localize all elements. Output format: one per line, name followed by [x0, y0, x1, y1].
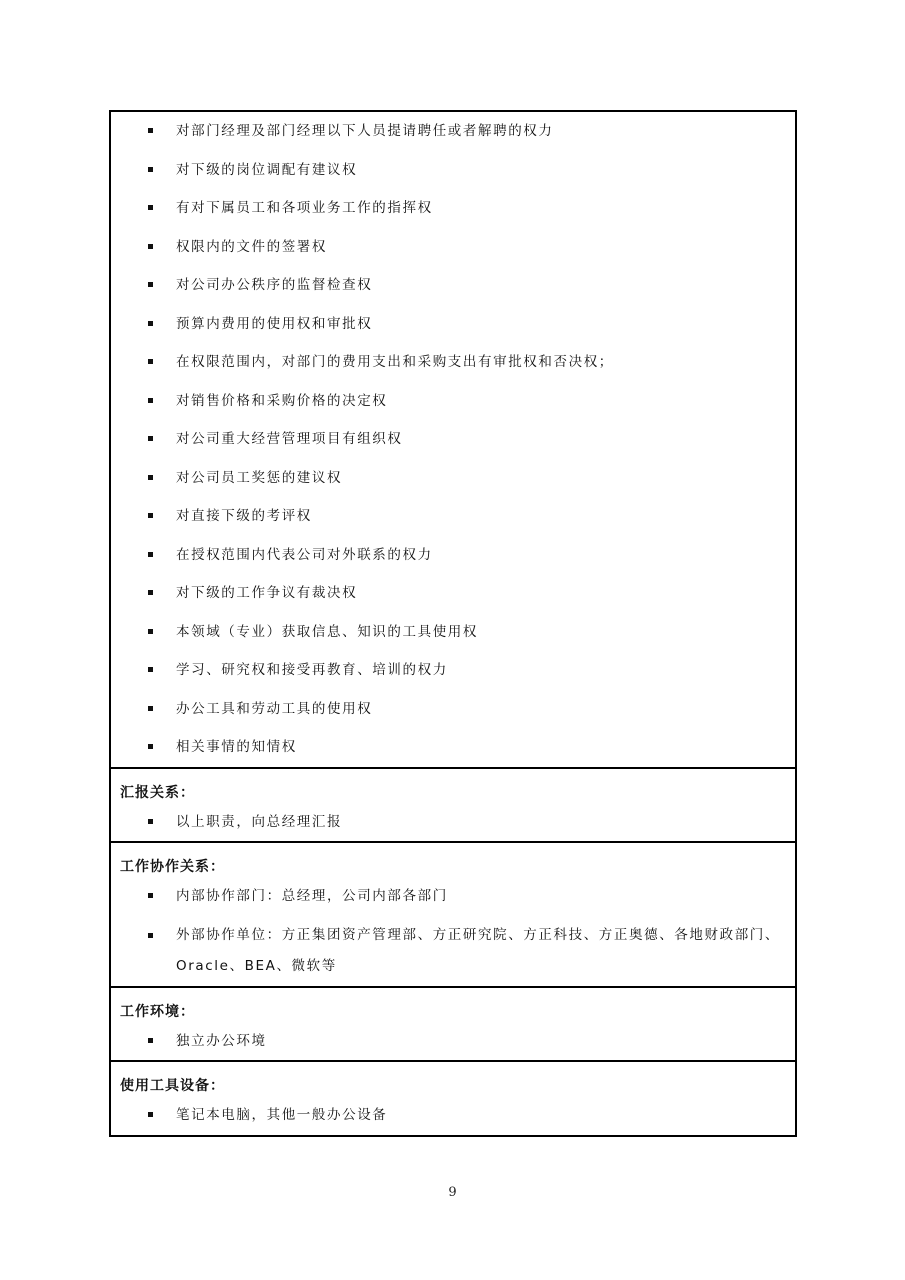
bullet-icon [148, 244, 153, 249]
authority-list [111, 112, 795, 767]
bullet-icon [148, 1038, 153, 1043]
list-item: 内部协作部门：总经理，公司内部各部门 [111, 877, 795, 916]
list-item: 以上职责，向总经理汇报 [111, 803, 795, 842]
list-item: 在授权范围内代表公司对外联系的权力 [111, 536, 795, 575]
list-item: 笔记本电脑，其他一般办公设备 [111, 1096, 795, 1135]
bullet-icon [148, 552, 153, 557]
bullet-icon [148, 933, 153, 938]
reporting-list [111, 803, 795, 842]
equipment-list [111, 1096, 795, 1135]
collaboration-section [111, 841, 795, 986]
job-description-table [109, 110, 797, 1137]
list-item: 相关事情的知情权 [111, 728, 795, 767]
list-item: 对公司办公秩序的监督检查权 [111, 266, 795, 305]
list-item: 独立办公环境 [111, 1022, 795, 1061]
collaboration-list [111, 877, 795, 986]
list-item: 学习、研究权和接受再教育、培训的权力 [111, 651, 795, 690]
list-item: 本领域（专业）获取信息、知识的工具使用权 [111, 613, 795, 652]
reporting-section [111, 767, 795, 842]
bullet-icon [148, 128, 153, 133]
bullet-icon [148, 893, 153, 898]
bullet-icon [148, 282, 153, 287]
bullet-icon [148, 436, 153, 441]
bullet-icon [148, 359, 153, 364]
environment-heading: 工作环境： [120, 1003, 195, 1020]
authority-section [111, 112, 795, 767]
collaboration-heading: 工作协作关系： [120, 859, 225, 875]
bullet-icon [148, 167, 153, 172]
list-item: 对下级的岗位调配有建议权 [111, 151, 795, 190]
list-item: 办公工具和劳动工具的使用权 [111, 690, 795, 729]
environment-section [111, 986, 795, 1061]
list-item: 对下级的工作争议有裁决权 [111, 574, 795, 613]
list-item: 外部协作单位：方正集团资产管理部、方正研究院、方正科技、方正奥德、各地财政部门、Oracle、BEA、微软等 [111, 916, 795, 986]
list-item: 有对下属员工和各项业务工作的指挥权 [111, 189, 795, 228]
environment-list [111, 1022, 795, 1061]
list-item: 预算内费用的使用权和审批权 [111, 305, 795, 344]
bullet-icon [148, 398, 153, 403]
list-item: 对直接下级的考评权 [111, 497, 795, 536]
bullet-icon [148, 590, 153, 595]
bullet-icon [148, 205, 153, 210]
bullet-icon [148, 706, 153, 711]
equipment-heading: 使用工具设备： [120, 1078, 225, 1094]
list-item: 对部门经理及部门经理以下人员提请聘任或者解聘的权力 [111, 112, 795, 151]
bullet-icon [148, 321, 153, 326]
bullet-icon [148, 667, 153, 672]
bullet-icon [148, 744, 153, 749]
reporting-heading: 汇报关系： [120, 784, 195, 801]
page-number: 9 [448, 1185, 457, 1200]
list-item: 对公司员工奖惩的建议权 [111, 459, 795, 498]
bullet-icon [148, 819, 153, 824]
bullet-icon [148, 475, 153, 480]
equipment-section [111, 1060, 795, 1135]
list-item: 对销售价格和采购价格的决定权 [111, 382, 795, 421]
list-item: 在权限范围内，对部门的费用支出和采购支出有审批权和否决权； [111, 343, 795, 382]
list-item: 权限内的文件的签署权 [111, 228, 795, 267]
bullet-icon [148, 513, 153, 518]
list-item: 对公司重大经营管理项目有组织权 [111, 420, 795, 459]
bullet-icon [148, 1112, 153, 1117]
bullet-icon [148, 629, 153, 634]
